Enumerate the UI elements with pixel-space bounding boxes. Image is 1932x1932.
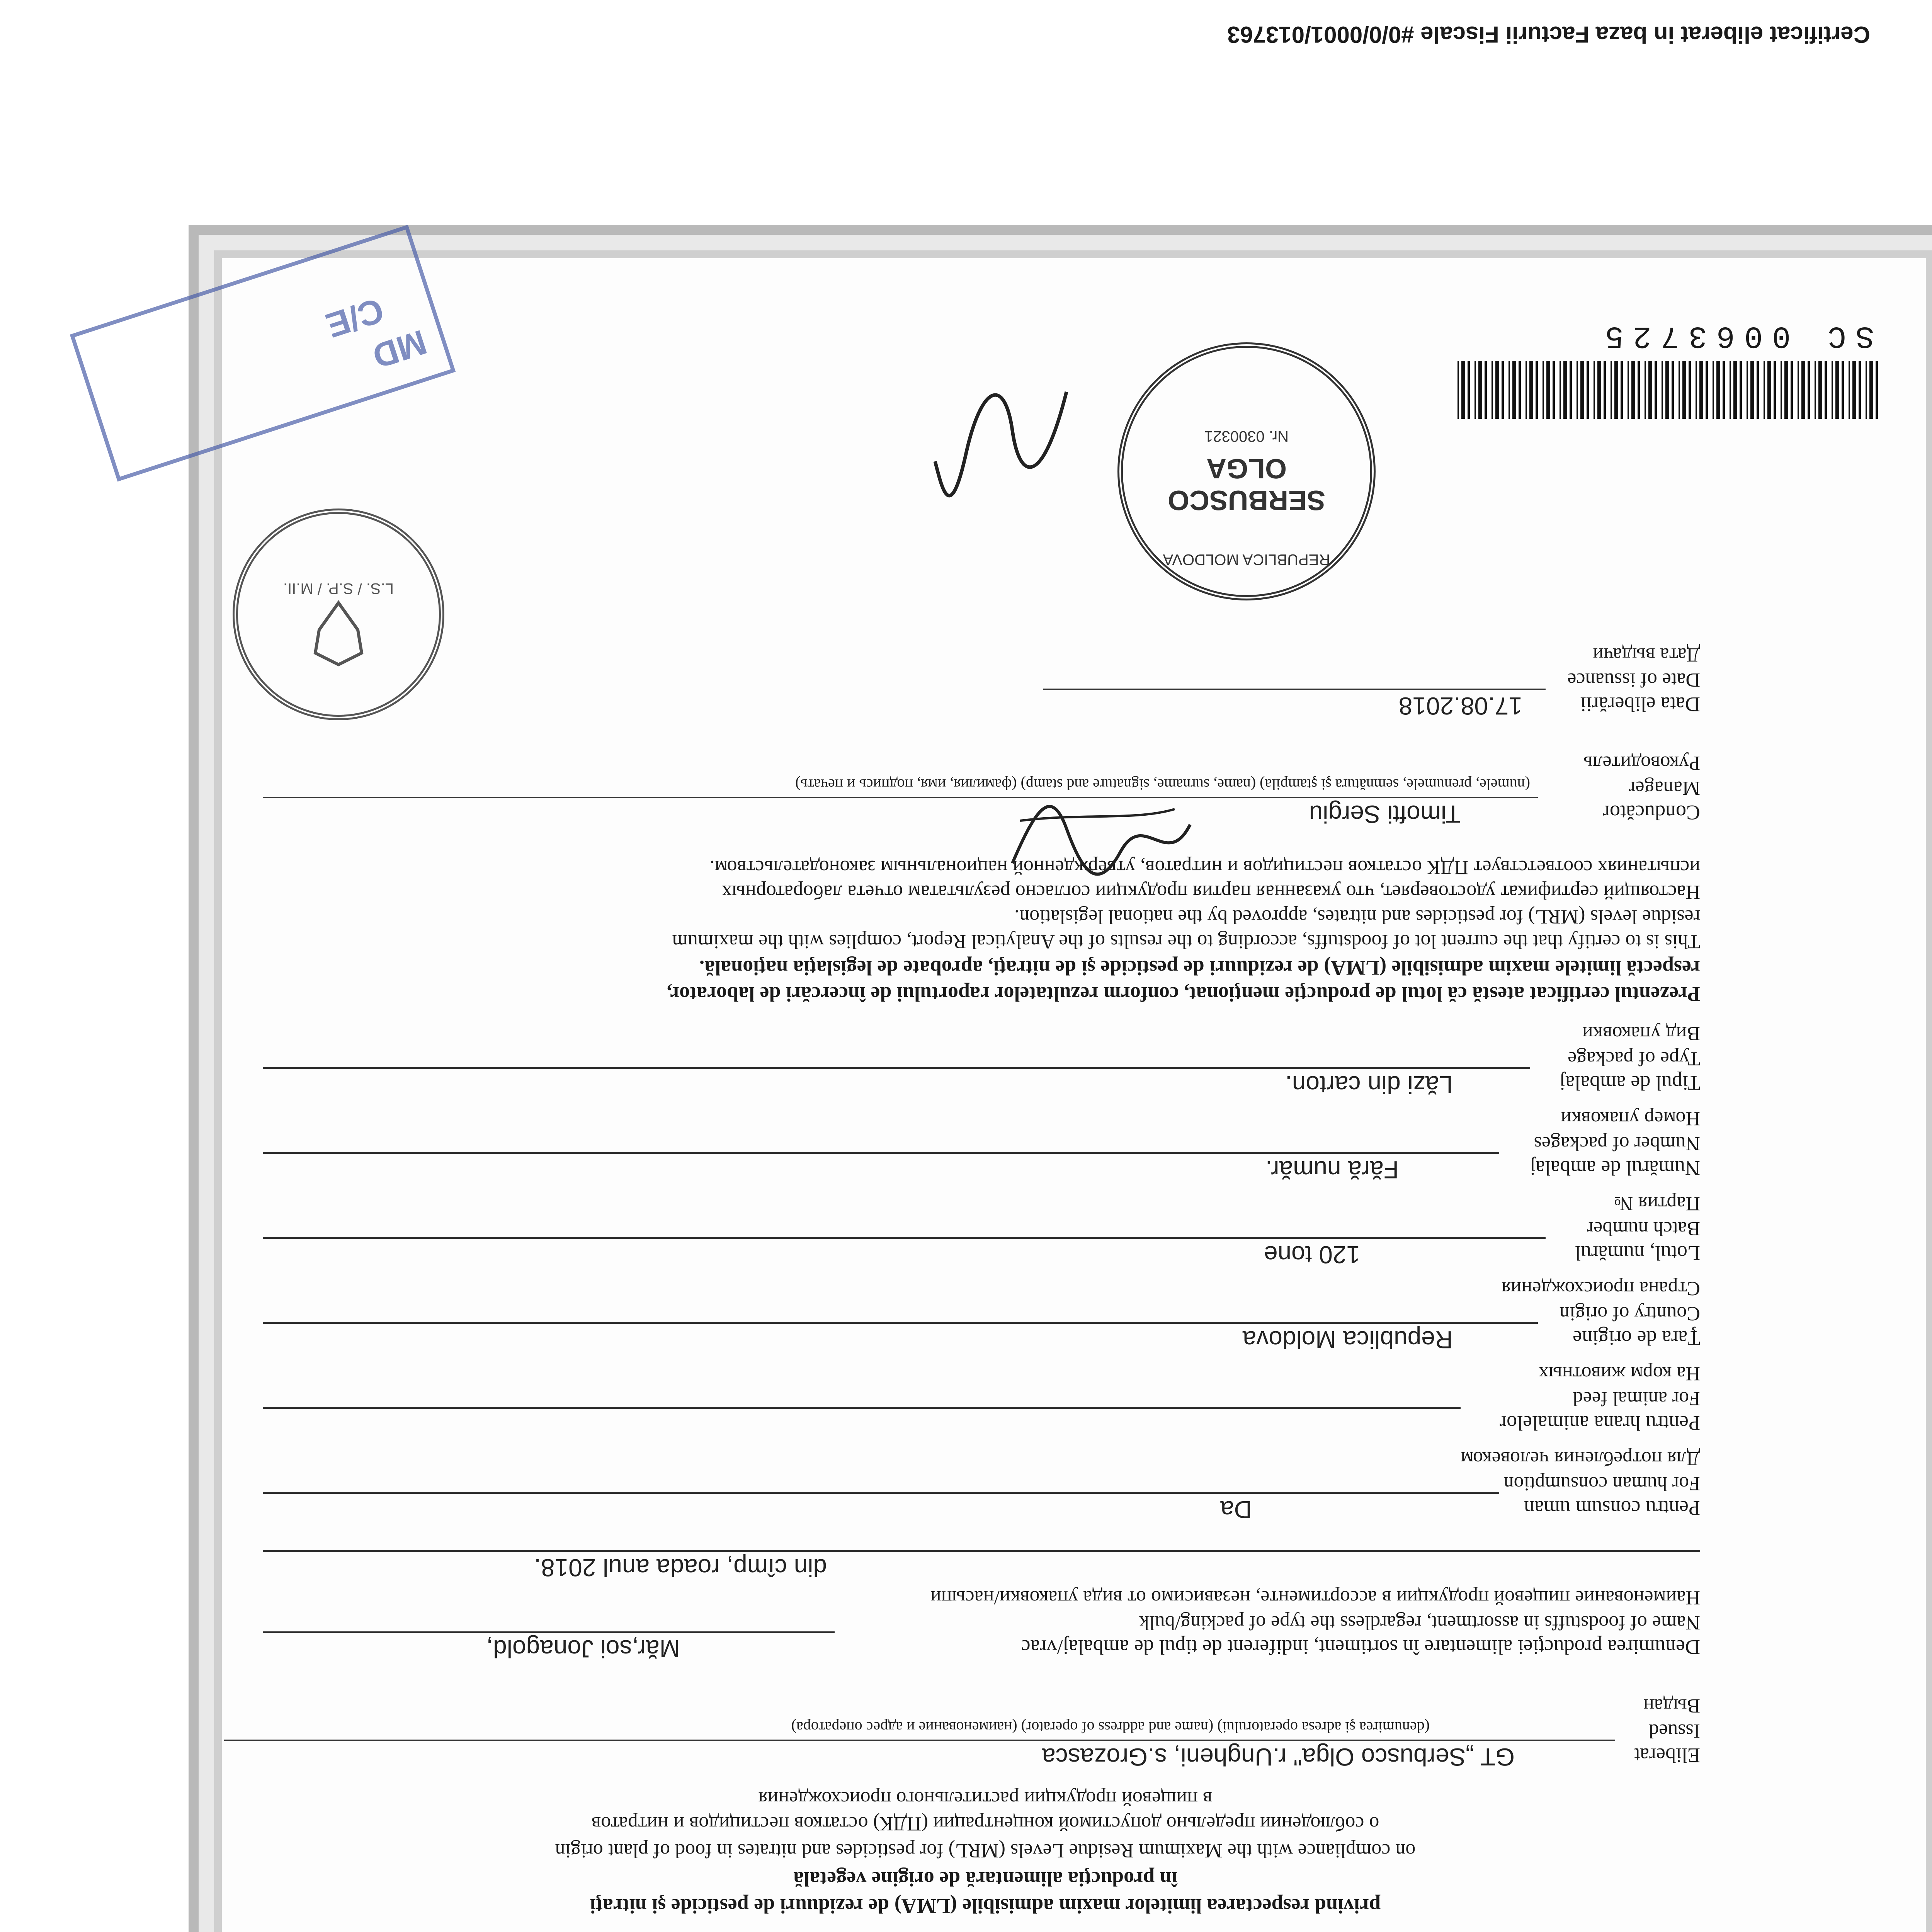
packages-label-ro: Numărul de ambalaj: [1530, 1156, 1700, 1180]
manager-label-en: Manager: [1629, 777, 1700, 799]
issue-date-label-ro: Data eliberării: [1580, 693, 1700, 716]
foodstuff-label-ru: Наименование пищевой продукции в ассортименте, независимо от вида упаковки/насыпи: [930, 1587, 1700, 1609]
foodstuff-value-1: Măr,soi Jonagold,: [486, 1635, 680, 1663]
human-label-ru: Для потребления человеком: [1461, 1447, 1700, 1469]
package-type-label-en: Type of package: [1568, 1048, 1700, 1070]
intro-ro-1: privind respectarea limitelor maxim admisibile (LMA) de reziduuri de pesticide şi nitraţi: [590, 1895, 1381, 1918]
issue-date-label-en: Date of issuance: [1567, 669, 1700, 691]
origin-label-ro: Ţara de origine: [1573, 1327, 1700, 1350]
blue-stamp-line-2: C/E: [321, 290, 388, 345]
statement-ru-1: Настоящий сертификат удостоверяет, что указанная партия продукции согласно результатам отчета лабораторных: [722, 881, 1700, 903]
manager-label-ru: Руководитель: [1583, 752, 1700, 774]
statement-ro-1: Prezentul certificat atestă că lotul de producţie menţionat, conform rezultatelor raportului de încercări de laborator,: [667, 983, 1700, 1006]
manager-field: [193, 732, 1700, 828]
producer-signature: [927, 376, 1082, 508]
manager-caption: (numele, prenumele, semnătura şi ştampila) (name, surname, signature and stamp) (фамилия, имя, подпись и печать): [795, 776, 1530, 793]
origin-field: [193, 1273, 1700, 1354]
intro-ru-1: о соблюдении предельно допустимой концентрации (ПДК) остатков пестицидов и нитратов: [591, 1813, 1379, 1835]
foodstuff-value-2: din cîmp, roada anul 2018.: [534, 1554, 827, 1582]
issued-caption: (denumirea şi adresa operatorului) (name and address of operator) (наименование и адрес оператора): [791, 1719, 1430, 1736]
animal-label-ru: На корм животных: [1538, 1362, 1700, 1384]
human-consumption-field: [193, 1443, 1700, 1524]
serial-number: [1596, 318, 1874, 353]
animal-feed-field: [193, 1358, 1700, 1435]
intro-en: on compliance with the Maximum Residue Levels (MRL) for pesticides and nitrates in food of plant origin: [555, 1840, 1416, 1862]
intro-ru-2: в пищевой продукции растительного происхождения: [758, 1787, 1213, 1810]
package-type-field: [193, 1018, 1700, 1099]
packages-value: Fără număr.: [1265, 1156, 1399, 1184]
foodstuff-label-ro: Denumirea producţiei alimentare în sortiment, indiferent de tipul de ambalaj/vrac: [1021, 1636, 1700, 1659]
agency-stamp-arms-icon: [308, 599, 369, 668]
animal-label-ro: Pentru hrana animalelor: [1500, 1412, 1700, 1435]
manager-name: Timofti Sergiu: [1309, 800, 1461, 828]
origin-label-en: Country of origin: [1560, 1303, 1700, 1325]
origin-label-ru: Страна происхождения: [1501, 1277, 1700, 1299]
batch-label-en: Batch number: [1587, 1218, 1700, 1240]
issued-label-ro: Eliberat: [1634, 1744, 1700, 1767]
batch-value: 120 tone: [1264, 1241, 1360, 1269]
agency-stamp: [233, 509, 444, 720]
statement-ro-2: respectă limitele maxim admisibile (LMA) de reziduuri de pesticide şi de nitraţi, aprobate de legislaţia naţională.: [699, 956, 1700, 980]
manager-label-ro: Conducător: [1603, 801, 1700, 824]
blue-stamp-line-1: MD: [367, 322, 431, 376]
issued-label-ru: Выдан: [1643, 1695, 1700, 1717]
producer-stamp-name-2: OLGA: [1206, 453, 1287, 484]
package-type-label-ru: Вид упаковки: [1582, 1022, 1700, 1044]
package-type-value: Lăzi din carton.: [1285, 1071, 1453, 1099]
batch-label-ru: Партия №: [1614, 1192, 1700, 1214]
statement-ru-2: испытаниях соответствует ПДК остатков пестицидов и нитратов, утвержденной национальным законодательством.: [709, 856, 1700, 878]
package-type-label-ro: Tipul de ambalaj: [1560, 1071, 1700, 1095]
serial-digits: 0063725: [1595, 318, 1791, 353]
packages-label-en: Number of packages: [1534, 1133, 1700, 1155]
issue-date-label-ru: Дата выдачи: [1593, 644, 1700, 666]
issue-date-value: 17.08.2018: [1398, 692, 1522, 720]
foodstuff-label-en: Name of foodstuffs in assortment, regardless the type of packing/bulk: [1139, 1612, 1700, 1634]
issued-label-en: Issued: [1649, 1720, 1700, 1742]
batch-label-ro: Lotul, numărul: [1575, 1242, 1700, 1265]
producer-stamp-ring: REPUBLICA MOLDOVA: [1163, 551, 1330, 568]
issued-value: GT „Serbusco Olga" r.Ungheni, s.Grozasca: [1042, 1743, 1515, 1771]
producer-stamp-name-1: SERBUSCO: [1167, 485, 1326, 515]
intro-ro-2: în producţia alimentară de origine vegetală: [793, 1867, 1177, 1891]
human-label-ro: Pentru consum uman: [1524, 1497, 1700, 1520]
footer-note: Certificat eliberat in baza Facturii Fiscale #0/0/0001/013763: [1227, 22, 1870, 48]
packages-field: [193, 1103, 1700, 1184]
origin-value: Republica Moldova: [1242, 1326, 1453, 1354]
foodstuff-name-field: [193, 1528, 1700, 1663]
issued-field: [193, 1667, 1700, 1771]
serial-barcode: [1453, 361, 1878, 419]
producer-stamp: [1117, 342, 1376, 600]
statement-en-1: This is to certify that the current lot of foodstuffs, according to the results of the Analytical Report, complies with the maximum: [672, 930, 1700, 952]
batch-field: [193, 1188, 1700, 1269]
animal-label-en: For animal feed: [1573, 1388, 1700, 1410]
human-value: Da: [1220, 1496, 1252, 1524]
packages-label-ru: Номер упаковки: [1561, 1107, 1700, 1129]
statement-en-2: residue levels (MRL) for pesticides and nitrates, approved by the national legislation.: [1014, 906, 1700, 928]
agency-stamp-text: L.S. / S.P. / M.II.: [283, 580, 394, 597]
human-label-en: For human consumption: [1503, 1473, 1700, 1495]
manager-signature: [1005, 794, 1198, 886]
serial-prefix: SC: [1818, 318, 1874, 353]
producer-stamp-code: Nr. 0300321: [1204, 428, 1289, 445]
